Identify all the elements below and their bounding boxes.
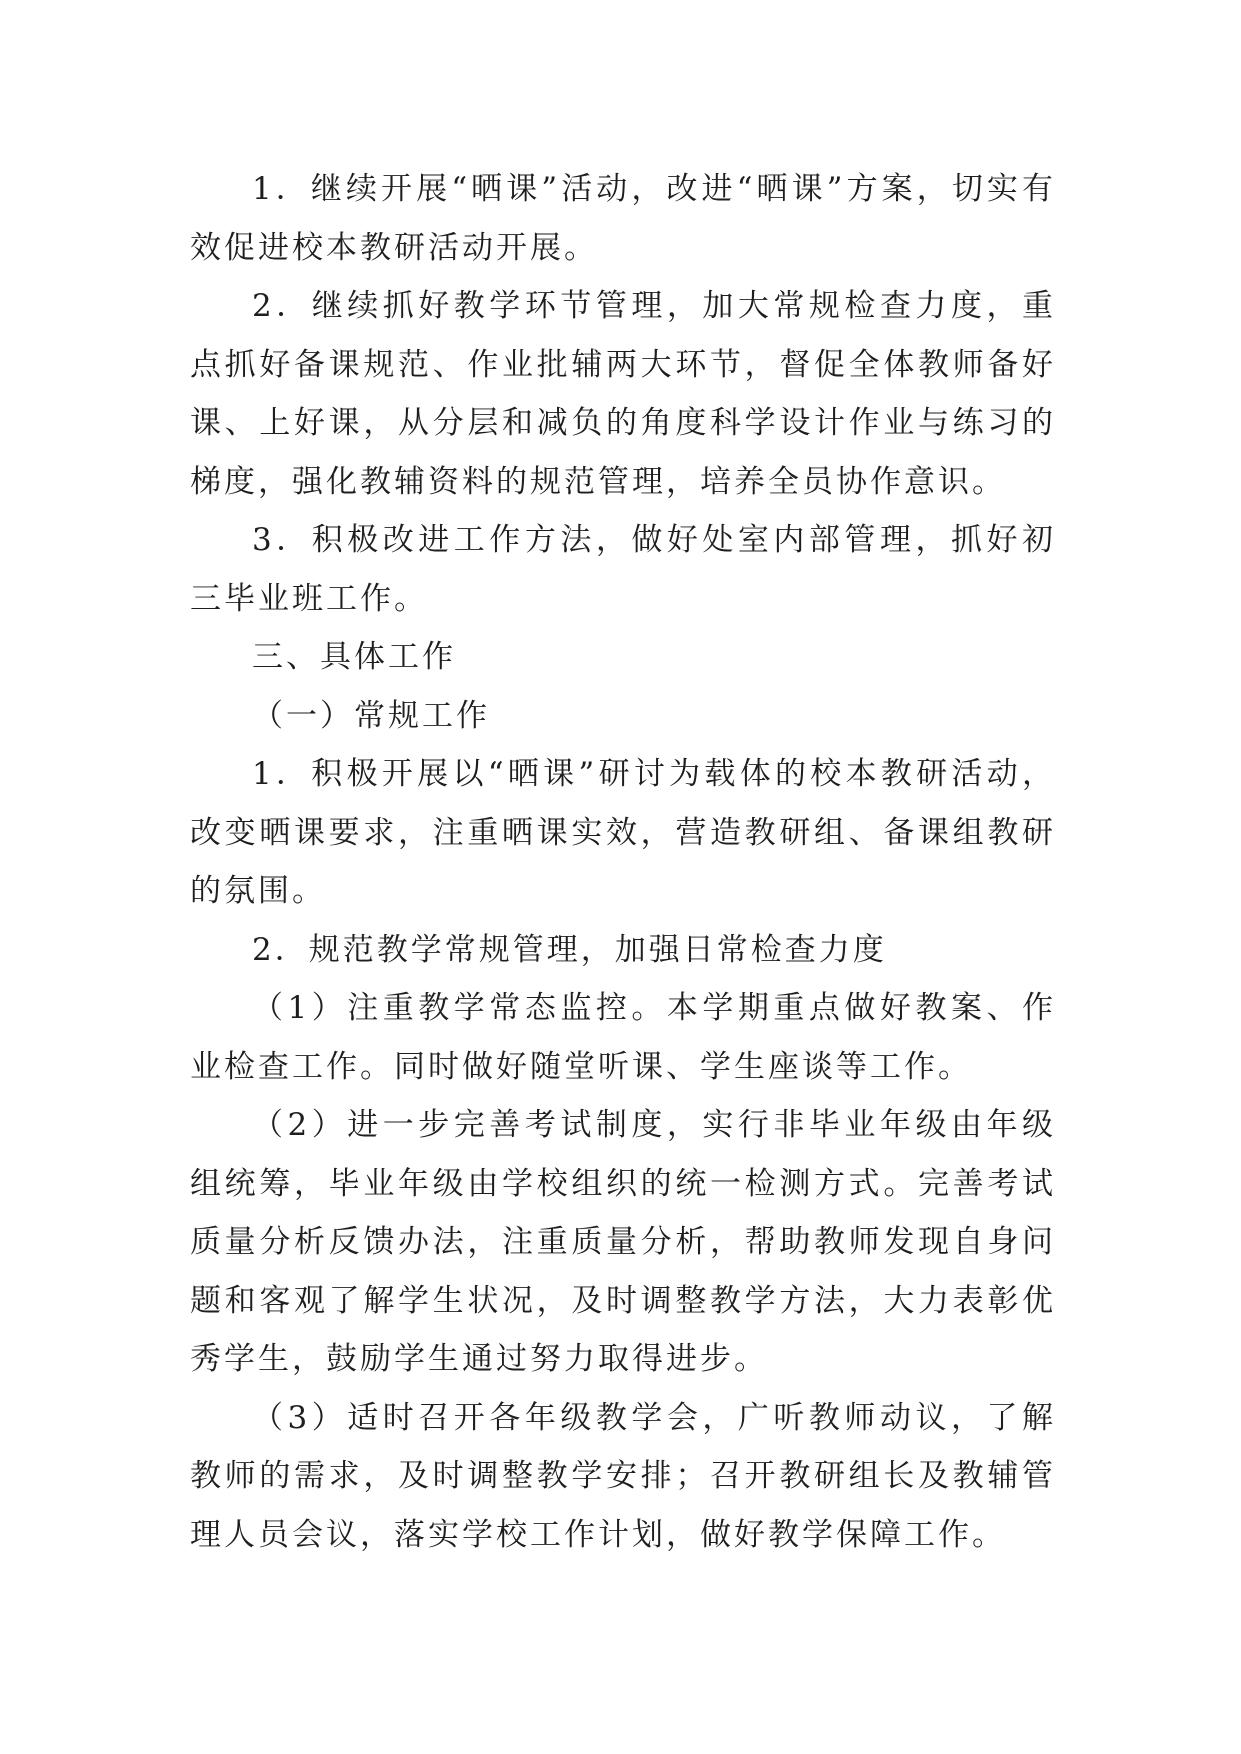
paragraph-goal-1: 1．继续开展“晒课”活动，改进“晒课”方案，切实有效促进校本教研活动开展。 bbox=[190, 171, 1056, 266]
paragraph-item-2: （2）进一步完善考试制度，实行非毕业年级由年级组统筹，毕业年级由学校组织的统一检测方式。完善考试质量分析反馈办法，注重质量分析，帮助教师发现自身问题和客观了解学生状况，及时调整教学方法，大力表彰优秀学生，鼓励学生通过努力取得进步。 bbox=[190, 1107, 1056, 1377]
document-body bbox=[190, 160, 1056, 1564]
paragraph-goal-2: 2．继续抓好教学环节管理，加大常规检查力度，重点抓好备课规范、作业批辅两大环节，督促全体教师备好课、上好课，从分层和减负的角度科学设计作业与练习的梯度，强化教辅资料的规范管理，培养全员协作意识。 bbox=[190, 288, 1056, 500]
subsection-heading-routine-work: （一）常规工作 bbox=[252, 697, 490, 734]
paragraph-item-3: （3）适时召开各年级教学会，广听教师动议，了解教师的需求，及时调整教学安排；召开教研组长及教辅管理人员会议，落实学校工作计划，做好教学保障工作。 bbox=[190, 1399, 1056, 1553]
paragraph-goal-3: 3．积极改进工作方法，做好处室内部管理，抓好初三毕业班工作。 bbox=[190, 522, 1056, 617]
paragraph-item-1: （1）注重教学常态监控。本学期重点做好教案、作业检查工作。同时做好随堂听课、学生座谈等工作。 bbox=[190, 990, 1056, 1085]
paragraph-routine-1: 1．积极开展以“晒课”研讨为载体的校本教研活动，改变晒课要求，注重晒课实效，营造教研组、备课组教研的氛围。 bbox=[190, 756, 1056, 909]
paragraph-routine-2: 2．规范教学常规管理，加强日常检查力度 bbox=[252, 931, 887, 968]
section-heading-specific-work: 三、具体工作 bbox=[252, 639, 456, 675]
